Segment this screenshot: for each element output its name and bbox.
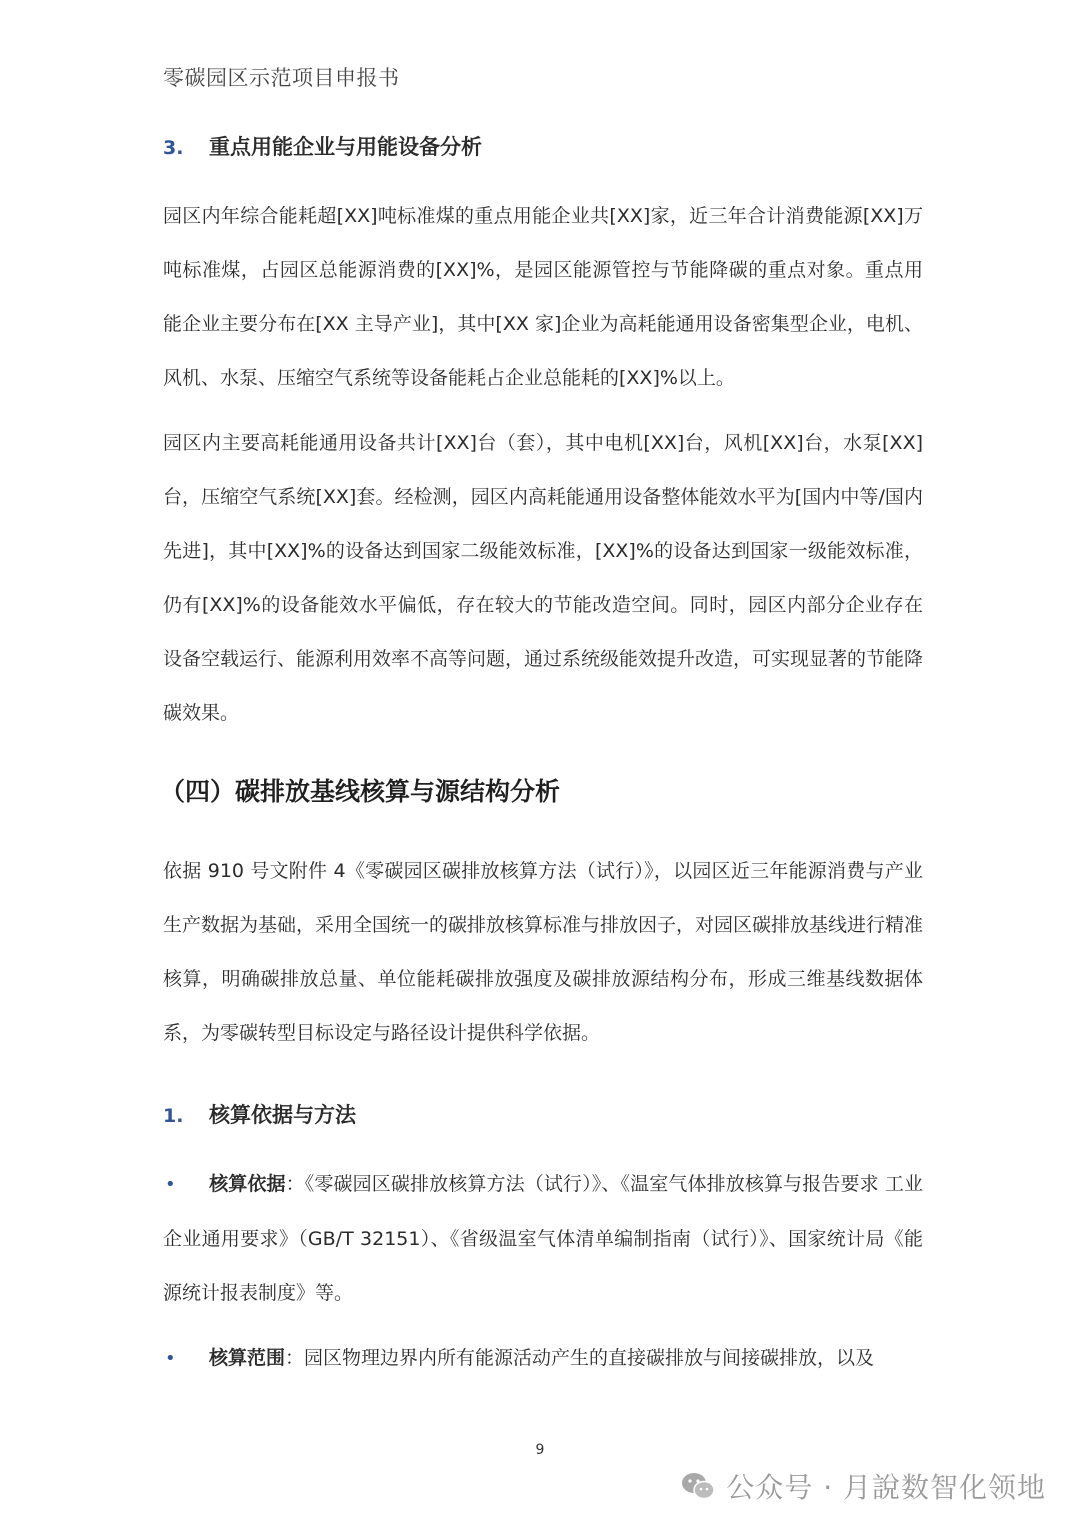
bullet-text: ：园区物理边界内所有能源活动产生的直接碳排放与间接碳排放，以及 (285, 1347, 875, 1369)
bullet-label: 核算范围 (209, 1347, 286, 1369)
subsection-number: 3. (163, 137, 184, 159)
subsection-number: 1. (163, 1105, 184, 1127)
watermark (680, 1466, 1046, 1506)
subsection-title: 重点用能企业与用能设备分析 (209, 135, 482, 159)
paragraph: 园区内年综合能耗超[XX]吨标准煤的重点用能企业共[XX]家，近三年合计消费能源[XX]万吨标准煤，占园区总能源消费的[XX]%，是园区能源管控与节能降碳的重点对象。重点用能企业主要分布在[XX 主导产业]，其中[XX 家]企业为高耗能通用设备密集型企业，电机、风机、水泵、压缩空气系统等设备能耗占企业总能耗的[XX]%以上。 (163, 205, 923, 389)
wechat-icon (680, 1471, 716, 1501)
section-heading: （四）碳排放基线核算与源结构分析 (160, 777, 561, 806)
subsection-heading-3 (163, 131, 482, 161)
bullet-item (163, 1157, 923, 1320)
paragraph: 依据 910 号文附件 4《零碳园区碳排放核算方法（试行）》，以园区近三年能源消费与产业生产数据为基础，采用全国统一的碳排放核算标准与排放因子，对园区碳排放基线进行精准核算，明确碳排放总量、单位能耗碳排放强度及碳排放源结构分布，形成三维基线数据体系，为零碳转型目标设定与路径设计提供科学依据。 (163, 860, 924, 1044)
subsection-heading-1 (163, 1099, 356, 1129)
watermark-text: 公众号 · 月說数智化领地 (726, 1471, 1046, 1504)
subsection-title: 核算依据与方法 (209, 1103, 356, 1127)
paragraph: 园区内主要高耗能通用设备共计[XX]台（套），其中电机[XX]台，风机[XX]台，水泵[XX]台，压缩空气系统[XX]套。经检测，园区内高耗能通用设备整体能效水平为[国内中等/国内先进]，其中[XX]%的设备达到国家二级能效标准，[XX]%的设备达到国家一级能效标准，仍有[XX]%的设备能效水平偏低，存在较大的节能改造空间。同时，园区内部分企业存在设备空载运行、能源利用效率不高等问题，通过系统级能效提升改造，可实现显著的节能降碳效果。 (163, 432, 924, 724)
bullet-label: 核算依据 (209, 1173, 286, 1195)
bullet-icon: • (165, 1174, 176, 1195)
page-number: 9 (535, 1442, 545, 1458)
running-header: 零碳园区示范项目申报书 (163, 66, 400, 90)
bullet-item (163, 1331, 923, 1386)
bullet-icon: • (165, 1348, 176, 1369)
bullet-text: ：《零碳园区碳排放核算方法（试行）》、《温室气体排放核算与报告要求 工业企业通用要求》（GB/T 32151）、《省级温室气体清单编制指南（试行）》、国家统计局《能源统计报表制度》等。 (163, 1173, 923, 1304)
